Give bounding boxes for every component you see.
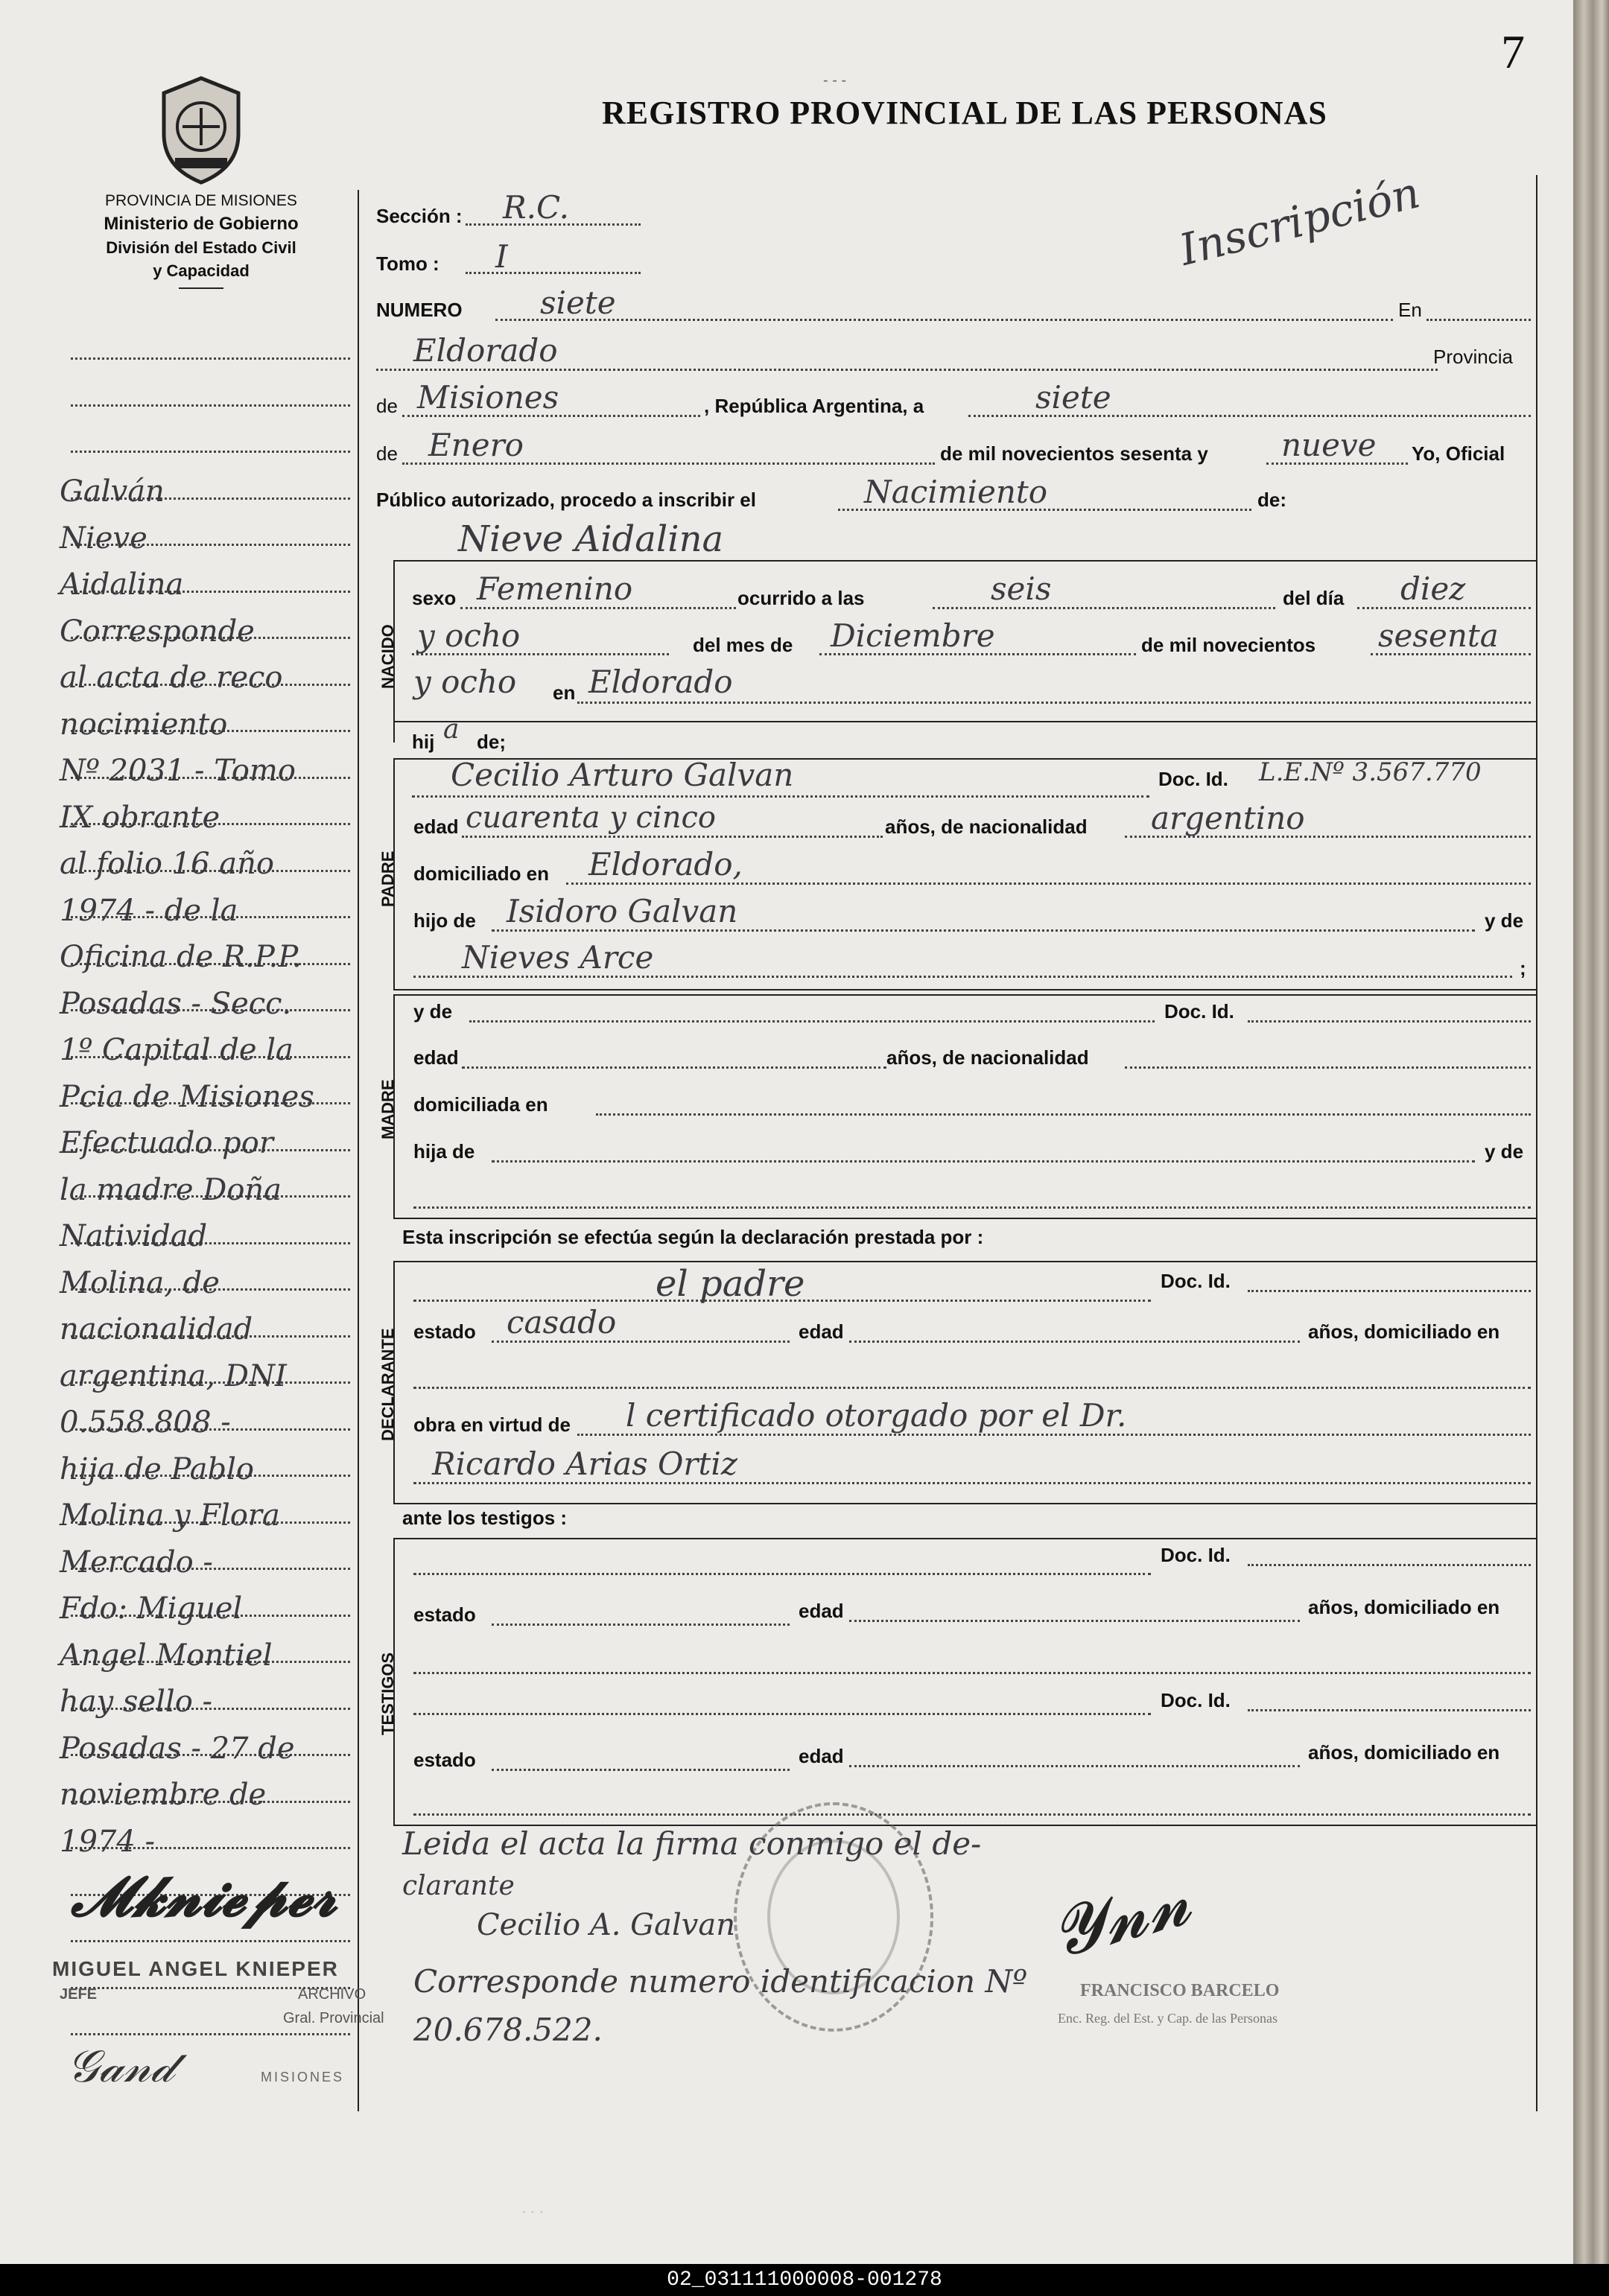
margin-note-line: Oficina de R.P.P.	[60, 940, 302, 974]
margin-note-line: 1º Capital de la	[60, 1033, 293, 1067]
margin-note-line: Angel Montiel	[60, 1638, 273, 1673]
margin-note-line: Galván	[60, 474, 165, 509]
padre-section-label: PADRE	[378, 850, 397, 907]
padre-edad-value: cuarenta y cinco	[466, 801, 716, 835]
declarante-signature: Cecilio A. Galvan	[477, 1908, 735, 1942]
en-label: En	[1398, 299, 1422, 321]
madre-nacionalidad-label: años, de nacionalidad	[886, 1046, 1089, 1069]
page-title: REGISTRO PROVINCIAL DE LAS PERSONAS	[602, 95, 1327, 131]
declarante-nombre-value: el padre	[656, 1263, 805, 1305]
declarante-section-label: DECLARANTE	[378, 1328, 397, 1441]
padre-doc-label: Doc. Id.	[1158, 768, 1228, 790]
margin-note-line: Molina y Flora	[60, 1498, 280, 1533]
header-top-mark: - - -	[823, 72, 847, 89]
margin-note-line: 0.558.808 -	[60, 1405, 231, 1440]
seccion-label: Sección :	[376, 205, 463, 227]
margin-note-line: IX obrante	[60, 800, 220, 835]
margin-note-line: Aidalina	[60, 567, 184, 602]
institution-header	[52, 190, 350, 289]
nacido-section-label: NACIDO	[378, 624, 397, 689]
mes-value: Diciembre	[831, 617, 995, 654]
madre-edad-label: edad	[413, 1046, 459, 1069]
margin-note-line: Nº 2031 - Tomo	[60, 754, 296, 788]
declarante-obra-value-1: l certificado otorgado por el Dr.	[626, 1397, 1127, 1434]
sexo-label: sexo	[412, 587, 457, 609]
margin-note-line: hija de Pablo	[60, 1451, 254, 1486]
dia-value-2: y ocho	[417, 617, 521, 654]
madre-yde-label: y de	[413, 1000, 453, 1023]
deldia-label: del día	[1283, 587, 1345, 609]
testigo1-doc-label: Doc. Id.	[1161, 1544, 1231, 1566]
de-label: de	[376, 395, 398, 417]
lugar-value: Eldorado	[588, 664, 733, 700]
footer-id: 02_031111000008-001278	[0, 2264, 1609, 2296]
padre-nacionalidad-label: años, de nacionalidad	[885, 815, 1088, 838]
en-label: en	[553, 681, 576, 704]
book-page-edges	[1573, 0, 1609, 2264]
delmes-label: del mes de	[693, 634, 793, 656]
margin-note-line: la madre Doña	[60, 1172, 282, 1207]
bottom-bleed-text: · · ·	[521, 2204, 544, 2221]
hij-de-label: de;	[477, 731, 506, 753]
margin-note-line: Corresponde	[60, 614, 255, 649]
declarante-domicilio-label: años, domiciliado en	[1308, 1320, 1500, 1343]
margin-second-signature: 𝒢𝒶𝓃𝒹	[67, 2041, 174, 2093]
declarante-testigos-label: ante los testigos :	[402, 1507, 568, 1529]
tomo-value: I	[495, 238, 508, 275]
testigo2-domicilio-label: años, domiciliado en	[1308, 1741, 1500, 1764]
padre-padres-value-1: Isidoro Galvan	[507, 893, 738, 929]
margin-note-line: Posadas - 27 de	[60, 1731, 295, 1766]
padre-yde-label: y de	[1485, 909, 1524, 932]
acto-value: Nacimiento	[864, 474, 1048, 510]
declarante-estado-label: estado	[413, 1320, 476, 1343]
nombre-value: Nieve Aidalina	[458, 518, 724, 560]
margin-note-line: hay sello -	[60, 1685, 213, 1719]
padre-padres-value-2: Nieves Arce	[462, 939, 654, 976]
padre-edad-label: edad	[413, 815, 459, 838]
anio-value: sesenta	[1378, 617, 1499, 654]
hij-label: hij	[412, 731, 435, 753]
lugar-value: Eldorado	[413, 332, 558, 369]
margin-signature-line2: JEFE	[60, 1986, 98, 2003]
officer-signature-scrawl: 𝓨𝓷𝓷	[1042, 1861, 1199, 1974]
margin-note-line: 1974 -	[60, 1824, 156, 1859]
margin-note-line: noviembre de	[60, 1778, 267, 1812]
right-stamp-line1: FRANCISCO BARCELO	[1080, 1981, 1280, 2000]
seccion-value: R.C.	[503, 189, 569, 226]
madre-yde2-label: y de	[1485, 1140, 1524, 1163]
margin-note-line: al folio 16 año	[60, 847, 274, 881]
numero-value: siete	[540, 284, 616, 321]
declarante-obra-label: obra en virtud de	[413, 1413, 571, 1436]
margin-signature-line3: ARCHIVO	[298, 1986, 366, 2003]
testigo2-doc-label: Doc. Id.	[1161, 1689, 1231, 1711]
testigos-section-label: TESTIGOS	[378, 1652, 397, 1735]
declarante-edad-label: edad	[799, 1320, 844, 1343]
sexo-value: Femenino	[477, 570, 633, 607]
institution-line-4: y Capacidad	[153, 261, 250, 280]
margin-note-line: Fdo: Miguel	[60, 1591, 243, 1626]
anio-value-2: y ocho	[413, 664, 517, 700]
anio-value: nueve	[1281, 427, 1377, 463]
declarante-intro-label: Esta inscripción se efectúa según la declaración prestada por :	[402, 1226, 984, 1248]
margin-note-line: Natividad	[60, 1219, 208, 1253]
dia-value: siete	[1035, 379, 1111, 416]
closing-line-2: clarante	[402, 1871, 515, 1901]
padre-hijode-label: hijo de	[413, 909, 476, 932]
republica-label: , República Argentina, a	[704, 395, 924, 417]
ocurrido-label: ocurrido a las	[737, 587, 865, 609]
declarante-obra-value-2: Ricardo Arias Ortiz	[432, 1446, 737, 1482]
closing-line-1: Leida el acta la firma conmigo el de-	[402, 1825, 982, 1862]
anio-label: de mil novecientos	[1141, 634, 1316, 656]
margin-note-line: al acta de reco	[60, 661, 283, 695]
closing-line-3: Corresponde numero identificacion Nº	[413, 1963, 1028, 2000]
padre-punto-coma: ;	[1520, 957, 1526, 979]
right-stamp-line2: Enc. Reg. del Est. y Cap. de las Personas	[1058, 2011, 1278, 2026]
madre-domicilio-label: domiciliada en	[413, 1093, 548, 1116]
padre-domicilio-value: Eldorado,	[588, 846, 743, 883]
declarante-doc-label: Doc. Id.	[1161, 1270, 1231, 1292]
margin-signature-name: MIGUEL ANGEL KNIEPER	[52, 1957, 339, 1980]
de2-label: de	[376, 442, 398, 465]
padre-doc-value: L.E.Nº 3.567.770	[1259, 757, 1482, 787]
padre-nacionalidad-value: argentino	[1151, 800, 1305, 836]
provincia-label: Provincia	[1433, 346, 1513, 368]
testigo2-estado-label: estado	[413, 1749, 476, 1771]
margin-signature-line4: Gral. Provincial	[283, 2010, 384, 2026]
margin-note-line: nocimiento	[60, 707, 228, 742]
margin-note-line: Pcia de Misiones	[60, 1079, 314, 1114]
margin-note-line: Efectuado por	[60, 1126, 273, 1160]
margin-note-line: 1974 - de la	[60, 893, 238, 928]
margin-note-line: Posadas - Secc.	[60, 986, 292, 1021]
institution-line-3: División del Estado Civil	[106, 238, 296, 257]
mes-value: Enero	[428, 427, 524, 463]
testigo1-estado-label: estado	[413, 1603, 476, 1626]
provincia-value: Misiones	[417, 379, 559, 416]
testigo1-domicilio-label: años, domiciliado en	[1308, 1596, 1500, 1618]
publico-label: Público autorizado, procedo a inscribir el	[376, 489, 756, 511]
tomo-label: Tomo :	[376, 252, 439, 275]
hora-value: seis	[991, 570, 1052, 607]
madre-section-label: MADRE	[378, 1079, 397, 1139]
de3-label: de:	[1257, 489, 1286, 511]
margin-note-line: Mercado -	[60, 1545, 213, 1580]
institution-line-2: Ministerio de Gobierno	[104, 214, 299, 235]
padre-domicilio-label: domiciliado en	[413, 862, 550, 885]
form-right-border	[1536, 175, 1537, 2111]
page-number: 7	[1501, 25, 1525, 78]
anio-label: de mil novecientos sesenta y	[940, 442, 1208, 465]
margin-signature-scrawl: 𝓜𝓴𝓷𝓲𝓮𝓹𝓮𝓻	[71, 1865, 337, 1929]
closing-line-4: 20.678.522.	[413, 2012, 603, 2048]
institution-line-1: PROVINCIA DE MISIONES	[105, 192, 297, 209]
margin-signature-line5: MISIONES	[261, 2070, 345, 2084]
margin-note-line: Molina, de	[60, 1265, 220, 1300]
madre-hija-label: hija de	[413, 1140, 475, 1163]
padre-nombre-value: Cecilio Arturo Galvan	[451, 757, 794, 793]
margin-note-line: argentina, DNI	[60, 1358, 287, 1393]
madre-doc-label: Doc. Id.	[1164, 1000, 1234, 1023]
margin-note-line: nacionalidad	[60, 1312, 253, 1346]
provincial-seal-icon	[153, 74, 250, 186]
hij-value: a	[443, 714, 460, 745]
oficial-label: Yo, Oficial	[1412, 442, 1505, 465]
top-right-signature: Inscripción	[1174, 167, 1425, 276]
dia-value: diez	[1400, 570, 1466, 607]
margin-right-border	[358, 190, 359, 2111]
margin-note-line: Nieve	[60, 521, 147, 556]
numero-label: NUMERO	[376, 299, 463, 321]
declarante-estado-value: casado	[507, 1304, 617, 1341]
testigo2-edad-label: edad	[799, 1745, 844, 1767]
testigo1-edad-label: edad	[799, 1600, 844, 1622]
